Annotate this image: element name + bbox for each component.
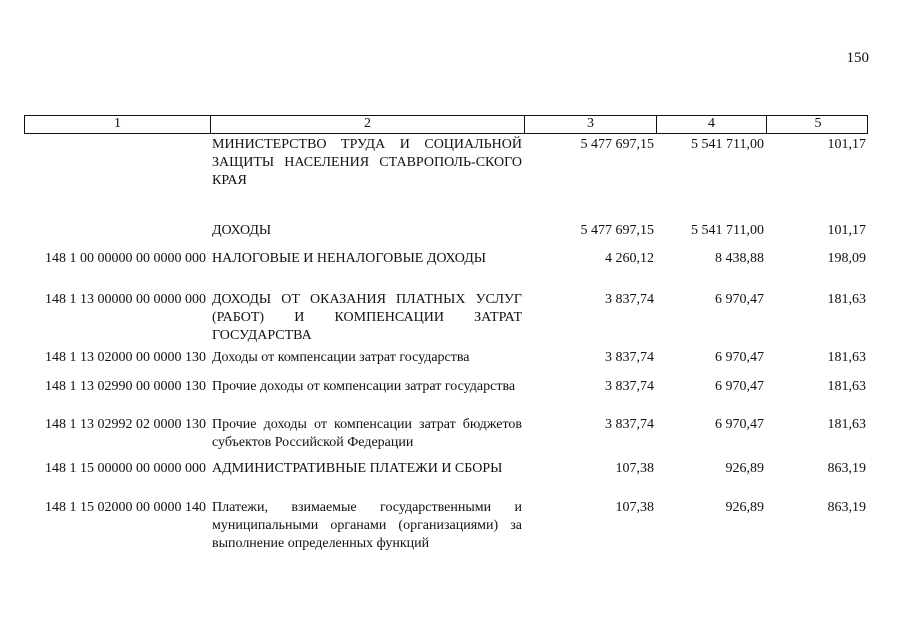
- row-code: [24, 222, 210, 242]
- table-row: [24, 291, 868, 345]
- row-name: Прочие доходы от компенсации затрат бюджетов субъектов Российской Федерации: [212, 417, 522, 450]
- row-value-3: 3 837,74: [605, 350, 654, 365]
- row-value-5: 181,63: [827, 292, 866, 307]
- row-code: 148 1 13 02992 02 0000 130: [45, 417, 206, 432]
- row-value-5: 181,63: [827, 379, 866, 394]
- table-row: [24, 499, 868, 555]
- row-code: 148 1 00 00000 00 0000 000: [45, 251, 206, 266]
- table-row: [24, 349, 868, 369]
- row-code: 148 1 15 00000 00 0000 000: [45, 461, 206, 476]
- row-name: ДОХОДЫ: [212, 223, 272, 238]
- row-value-5: 101,17: [827, 223, 866, 238]
- row-name: НАЛОГОВЫЕ И НЕНАЛОГОВЫЕ ДОХОДЫ: [212, 251, 486, 266]
- table-row: [24, 416, 868, 452]
- row-value-4: 926,89: [725, 461, 764, 476]
- row-code: 148 1 13 02000 00 0000 130: [45, 350, 206, 365]
- row-value-3: 107,38: [615, 461, 654, 476]
- row-name: ДОХОДЫ ОТ ОКАЗАНИЯ ПЛАТНЫХ УСЛУГ (РАБОТ) И КОМПЕНСАЦИИ ЗАТРАТ ГОСУДАРСТВА: [212, 292, 522, 343]
- row-value-3: 3 837,74: [605, 379, 654, 394]
- row-value-3: 3 837,74: [605, 417, 654, 432]
- row-value-3: 5 477 697,15: [580, 223, 654, 238]
- row-value-4: 8 438,88: [715, 251, 764, 266]
- row-name: АДМИНИСТРАТИВНЫЕ ПЛАТЕЖИ И СБОРЫ: [212, 461, 503, 476]
- row-value-4: 5 541 711,00: [691, 223, 764, 238]
- row-value-5: 181,63: [827, 350, 866, 365]
- row-value-4: 6 970,47: [715, 379, 764, 394]
- row-value-3: 4 260,12: [605, 251, 654, 266]
- row-name: Прочие доходы от компенсации затрат государства: [212, 379, 516, 394]
- row-value-3: 107,38: [615, 500, 654, 515]
- table-row: [24, 378, 868, 414]
- row-name: МИНИСТЕРСТВО ТРУДА И СОЦИАЛЬНОЙ ЗАЩИТЫ НАСЕЛЕНИЯ СТАВРОПОЛЬ-СКОГО КРАЯ: [212, 137, 522, 188]
- row-code: 148 1 13 00000 00 0000 000: [45, 292, 206, 307]
- header-col-5: 5: [814, 116, 822, 131]
- row-value-5: 101,17: [827, 137, 866, 152]
- header-col-3: 3: [525, 116, 657, 133]
- table-row: [24, 222, 868, 242]
- header-col-1: 1: [25, 116, 211, 133]
- page-number: 150: [846, 50, 869, 66]
- header-col-2: 2: [211, 116, 525, 133]
- row-value-4: 5 541 711,00: [691, 137, 764, 152]
- revenue-table: [24, 115, 868, 555]
- row-value-4: 926,89: [725, 500, 764, 515]
- row-value-3: 3 837,74: [605, 292, 654, 307]
- row-value-5: 198,09: [827, 251, 866, 266]
- row-name: Доходы от компенсации затрат государства: [212, 350, 470, 365]
- row-value-3: 5 477 697,15: [580, 137, 654, 152]
- row-name: Платежи, взимаемые государственными и муниципальными органами (организациями) за выполнение определенных функций: [212, 500, 522, 551]
- row-value-4: 6 970,47: [715, 292, 764, 307]
- row-value-5: 863,19: [827, 461, 866, 476]
- row-value-4: 6 970,47: [715, 417, 764, 432]
- table-row: [24, 460, 868, 496]
- row-code: 148 1 13 02990 00 0000 130: [45, 379, 206, 394]
- row-value-5: 863,19: [827, 500, 866, 515]
- row-code: [24, 136, 210, 192]
- table-header-row: [24, 115, 868, 134]
- row-value-4: 6 970,47: [715, 350, 764, 365]
- row-value-5: 181,63: [827, 417, 866, 432]
- table-row: [24, 250, 868, 270]
- row-code: 148 1 15 02000 00 0000 140: [45, 500, 206, 515]
- header-col-4: 4: [657, 116, 767, 133]
- table-row: [24, 136, 868, 192]
